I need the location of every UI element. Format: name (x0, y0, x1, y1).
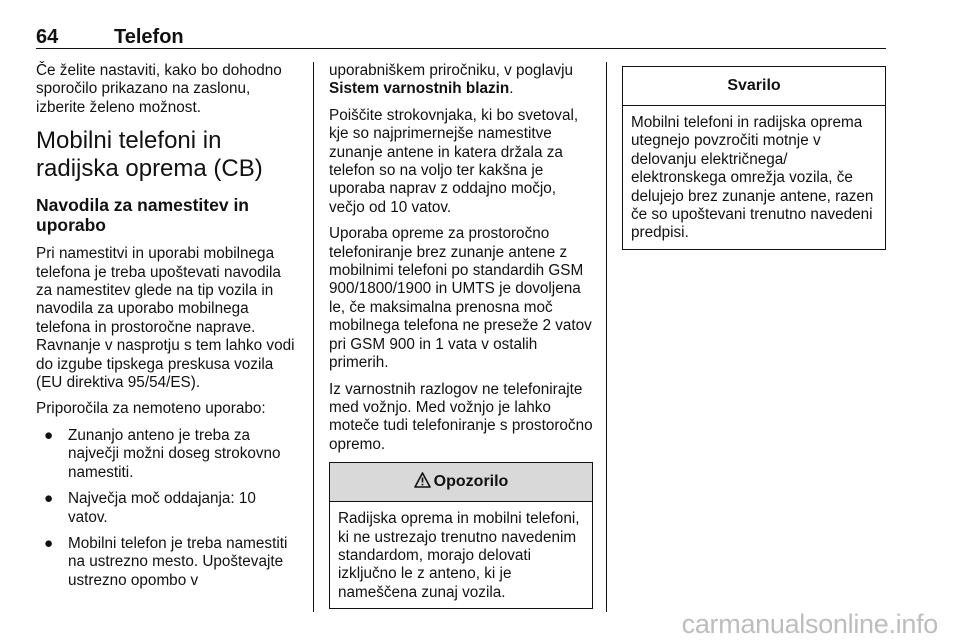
warning-triangle-icon (414, 465, 431, 503)
chapter-title: Telefon (114, 26, 184, 48)
recommendations-paragraph: Priporočila za nemoteno uporabo: (36, 400, 266, 418)
column-2 (329, 62, 593, 609)
warning-body (330, 502, 592, 608)
safety-paragraph: Iz varnostnih razlogov ne telefonirajte med vožnjo. Med vožnjo je lahko moteče tudi telefoniranje s prostoročno opremo. (329, 380, 593, 453)
list-item-text: Največja moč oddajanja: 10 vatov. (68, 490, 256, 526)
intro-paragraph: Če želite nastaviti, kako bo dohodno sporočilo prikazano na zaslonu, izberite želeno možnost. (36, 62, 282, 116)
caution-header (623, 67, 885, 106)
handsfree-paragraph: Uporaba opreme za prostoročno telefoniranje brez zunanje antene z mobilnimi telefoni po standardih GSM 900/1800/1900 in UMTS je dovoljena le, če maksimalna prenosna moč mobilnega telefona ne preseže 2 vatov pri GSM 900 in 1 vata v ostalih primerih. (329, 225, 592, 372)
airbag-system-reference: Sistem varnostnih blazin (329, 80, 510, 98)
expert-advice-paragraph: Poiščite strokovnjaka, ki bo svetoval, kje so najprimernejše namestitve zunanje antene in katera držala za telefon so na voljo ter kakšna je uporaba naprav z oddajno močjo, večjo od 10 vatov. (329, 106, 579, 216)
watermark: carmanualsonline.info (681, 609, 938, 639)
bullet-icon: ● (44, 490, 54, 508)
caution-text: Mobilni telefoni in radijska oprema utegnejo povzročiti motnje v delovanju električnega/ elektronskega omrežja vozila, če delujejo brez zunanje antene, razen če so upoštevani trenutno navedeni predpisi. (631, 114, 874, 242)
list-item (36, 427, 298, 482)
warning-title: Opozorilo (433, 473, 509, 491)
continued-end: . (509, 80, 514, 98)
warning-box (329, 462, 593, 609)
list-item (36, 535, 298, 590)
column-1 (36, 62, 298, 598)
warning-text: Radijska oprema in mobilni telefoni, ki ne ustrezajo trenutno navedenim standardom, morajo delovati izključno le z anteno, ki je nameščena zunaj vozila. (338, 510, 580, 601)
bullet-icon: ● (44, 534, 54, 552)
recommendations-list (36, 427, 298, 590)
column-divider (313, 62, 314, 612)
continued-paragraph (329, 62, 593, 99)
page-header (36, 26, 886, 49)
list-item-text: Zunanjo anteno je treba za največji možni doseg strokovno namestiti. (68, 426, 281, 481)
caution-body (623, 106, 885, 249)
section-heading: Mobilni telefoni in radijska oprema (CB) (36, 127, 263, 183)
installation-paragraph: Pri namestitvi in uporabi mobilnega telefona je treba upoštevati navodila za namestitev glede na tip vozila in navodila za uporabo mobilnega telefona in prostoročne naprave. Ravnanje v nasprotju s tem lahko vodi do izgube tipskega preskusa vozila (EU direktiva 95/54/ES). (36, 245, 295, 392)
column-divider (606, 62, 607, 612)
list-item-text: Mobilni telefon je treba namestiti na ustrezno mesto. Upoštevajte ustrezno opombo v (68, 534, 288, 589)
column-3 (622, 66, 886, 250)
bullet-icon: ● (44, 426, 54, 444)
list-item (36, 490, 298, 527)
warning-header (330, 463, 592, 502)
subsection-heading: Navodila za namestitev in uporabo (36, 195, 249, 236)
page-number: 64 (36, 26, 59, 48)
caution-box (622, 66, 886, 250)
caution-title: Svarilo (727, 77, 781, 94)
continued-text: uporabniškem priročniku, v poglavju (329, 62, 574, 79)
